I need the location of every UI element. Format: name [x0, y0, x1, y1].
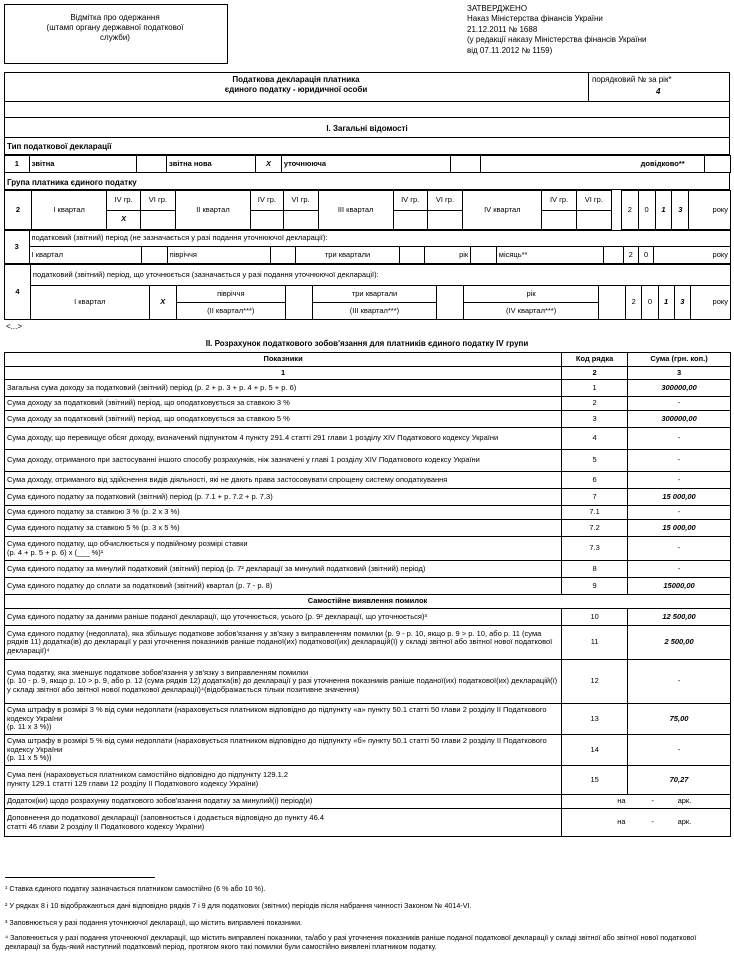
q4-label: IV квартал — [463, 191, 542, 230]
row4-q1-mark[interactable]: X — [149, 286, 176, 320]
row-sum[interactable]: - — [628, 561, 731, 578]
row-label: Сума доходу, що перевищує обсяг доходу, визначений підпунктом 4 пункту 291.4 статті 291 глави 1 розділу XIV Податкового кодексу України — [5, 428, 562, 450]
row4-pivr-box[interactable] — [285, 286, 312, 320]
table-row — [5, 766, 731, 795]
row-code: 7 — [562, 489, 628, 506]
approved-line3: (у редакції наказу Міністерства фінансів України — [467, 35, 647, 45]
row4-rik-box[interactable] — [599, 286, 626, 320]
q1-vi-box[interactable] — [140, 210, 175, 230]
row1-table — [4, 155, 731, 173]
row4-roku: року — [690, 286, 730, 320]
row4-pivr2: (ІІ квартал***) — [176, 303, 285, 320]
q4-iv-box[interactable] — [542, 210, 577, 230]
row-label: Сума єдиного податку за ставкою 5 % (р. 3 х 5 %) — [5, 520, 562, 537]
row4-tri-box[interactable] — [437, 286, 464, 320]
row4-num: 4 — [5, 265, 31, 320]
row-label: Сума єдиного податку (недоплата), яка збільшує податкове зобов'язання у зв'язку з виправленням помилки (р. 9 - р. 10, якщо р. 9 > р. 10, або р. 11 (сума рядків 11) додатка(ів) до декларації у разі уточнення показників раніше поданої(их) податкової(их) декларацій(ї) у складі звітної або звітної нової податкової декларації)⁴ — [5, 626, 562, 660]
table-row — [5, 472, 731, 489]
row-label: Сума єдиного податку до сплати за податковий (звітний) квартал (р. 7 - р. 8) — [5, 578, 562, 595]
row-code: 15 — [562, 766, 628, 795]
row4-tri2: (ІІІ квартал***) — [312, 303, 436, 320]
row-sum[interactable]: 15 000,00 — [628, 520, 731, 537]
table-row — [5, 380, 731, 397]
row-sum[interactable]: 2 500,00 — [628, 626, 731, 660]
table-row — [5, 660, 731, 704]
row-code: 3 — [562, 411, 628, 428]
footnote-3: ³ Заповнюється у разі подання уточнюючої декларації, що містить виправлені показники. — [5, 918, 303, 927]
decl-title: Податкова декларація платника єдиного податку - юридичної особи — [224, 75, 368, 95]
row-code: 5 — [562, 450, 628, 472]
row-code: 11 — [562, 626, 628, 660]
row-label: Сума доходу, отриманого при застосуванні іншого способу розрахунків, ніж зазначені у главі 1 розділу XIV Податкового кодексу України — [5, 450, 562, 472]
q1-vi: VI гр. — [140, 191, 175, 211]
footnote-2: ² У рядках 8 і 10 відображаються дані відповідно рядків 7 і 9 для податкових (звітних) періодів після набрання чинності Законом № 4014-VI. — [5, 901, 472, 910]
q2-iv: IV гр. — [251, 191, 284, 211]
q3-iv-box[interactable] — [393, 210, 427, 230]
col-header-indicators: Показники — [5, 353, 562, 367]
row4-table — [4, 264, 731, 320]
row-code: 1 — [562, 380, 628, 397]
q2-vi: VI гр. — [283, 191, 318, 211]
section1-title: І. Загальні відомості — [326, 124, 408, 133]
approved-line4: від 07.11.2012 № 1159) — [467, 45, 553, 55]
add1-value[interactable]: - — [651, 796, 654, 806]
type-label: Тип податкової декларації — [7, 142, 112, 151]
q1-iv: IV гр. — [107, 191, 141, 211]
row-label: Сума пені (нараховується платником самостійно відповідно до підпункту 129.1.2 пункту 129.1 статті 129 глави 12 розділу ІІ Податкового кодексу України) — [5, 766, 562, 795]
calc-table — [4, 352, 731, 837]
row-label: Сума доходу, отриманого від здійснення видів діяльності, які не дають права застосовувати спрощену систему оподаткування — [5, 472, 562, 489]
row4-year-1[interactable]: 2 — [626, 286, 642, 320]
table-row — [5, 704, 731, 735]
utoch-box[interactable] — [451, 156, 481, 173]
row3-tri: три квартали — [296, 247, 399, 264]
q3-iv: IV гр. — [393, 191, 427, 211]
section2-title: ІІ. Розрахунок податкового зобов'язання для платників єдиного податку IV групи — [205, 339, 529, 348]
row-code: 10 — [562, 609, 628, 626]
utoch-label: уточнююча — [281, 156, 450, 173]
row-label: Сума штрафу в розмірі 5 % від суми недоплати (нараховується платником відповідно до підпункту «б» пункту 50.1 статті 50 глави 2 розділу ІІ Податкового кодексу України (р. 11 х 5 %)) — [5, 735, 562, 766]
row-sum[interactable]: - — [628, 735, 731, 766]
row-label: Сума єдиного податку за минулий податковий (звітний) період (р. 7² декларації за минулий податковий (звітний) період) — [5, 561, 562, 578]
row-sum[interactable]: - — [628, 537, 731, 561]
row3-q1-box[interactable] — [142, 247, 168, 264]
q4-vi-box[interactable] — [576, 210, 611, 230]
table-row — [5, 428, 731, 450]
row-label: Сума єдиного податку за ставкою 3 % (р. 2 х 3 %) — [5, 506, 562, 520]
row3-rik-box[interactable] — [471, 247, 497, 264]
approved-title: ЗАТВЕРДЖЕНО — [467, 4, 528, 13]
approved-line2: 21.12.2011 № 1688 — [467, 24, 538, 34]
stamp-text: Відмітка про одержання (штамп органу державної податкової служби) — [46, 13, 184, 42]
year-digit-1[interactable]: 2 — [621, 191, 638, 230]
row-code: 7.1 — [562, 506, 628, 520]
row-code: 8 — [562, 561, 628, 578]
add1-label: Додаток(ки) щодо розрахунку податкового зобов'язання податку за минулий(і) період(и) — [5, 795, 562, 809]
row2-num: 2 — [5, 191, 32, 230]
row4-pivr: півріччя — [176, 286, 285, 303]
row3-rik: рік — [425, 247, 471, 264]
row-code: 14 — [562, 735, 628, 766]
footnote-1: ¹ Ставка єдиного податку зазначається платником самостійно (6 % або 10 %). — [5, 884, 266, 893]
row-label: Сума єдиного податку, що обчислюється у подвійному розмірі ставки (р. 4 + р. 5 + р. 6) х (___ %)¹ — [5, 537, 562, 561]
row3-text: податковий (звітний) період (не зазначається у разі подання уточнюючої декларації): — [29, 231, 730, 247]
row4-year-2[interactable]: 0 — [642, 286, 658, 320]
order-label: порядковий № за рік* — [592, 75, 672, 84]
dovidkovo-box[interactable] — [705, 156, 731, 173]
add2-value[interactable]: - — [651, 817, 654, 827]
zvitna-nova-label: звітна нова — [167, 156, 256, 173]
add2-ark: арк. — [677, 817, 692, 827]
row-sum[interactable]: 75,00 — [628, 704, 731, 735]
row-code: 9 — [562, 578, 628, 595]
table-row — [5, 578, 731, 595]
row-sum[interactable]: 300000,00 — [628, 411, 731, 428]
row3-q1: І квартал — [29, 247, 141, 264]
row-label: Сума штрафу в розмірі 3 % від суми недоплати (нараховується платником відповідно до підпункту «а» пункту 50.1 статті 50 глави 2 розділу ІІ Податкового кодексу України (р. 11 х 3 %)) — [5, 704, 562, 735]
col-num-1: 1 — [5, 367, 562, 380]
table-row — [5, 411, 731, 428]
approved-line1: Наказ Міністерства фінансів України — [467, 14, 603, 24]
zvitna-label: звітна — [29, 156, 137, 173]
row3-tri-box[interactable] — [399, 247, 425, 264]
row-sum[interactable]: 70,27 — [628, 766, 731, 795]
table-row — [5, 397, 731, 411]
q2-iv-box[interactable] — [251, 210, 284, 230]
row-sum[interactable]: 15000,00 — [628, 578, 731, 595]
row-sum[interactable]: - — [628, 660, 731, 704]
row4-rik2: (IV квартал***) — [464, 303, 599, 320]
table-row — [5, 537, 731, 561]
row-label: Сума єдиного податку за податковий (звітний) період (р. 7.1 + р. 7.2 + р. 7.3) — [5, 489, 562, 506]
row-sum[interactable]: - — [628, 450, 731, 472]
q1-iv-mark[interactable]: X — [107, 210, 141, 230]
row-sum[interactable]: - — [628, 397, 731, 411]
row-code: 7.3 — [562, 537, 628, 561]
row-sum[interactable]: 12 500,00 — [628, 609, 731, 626]
year-digit-4[interactable]: 3 — [672, 191, 689, 230]
approved-block — [467, 4, 646, 56]
q2-vi-box[interactable] — [283, 210, 318, 230]
table-row — [5, 506, 731, 520]
row3-misyac-box[interactable] — [604, 247, 623, 264]
row-sum[interactable]: 300000,00 — [628, 380, 731, 397]
row1-num: 1 — [5, 156, 30, 173]
row-code: 4 — [562, 428, 628, 450]
zvitna-nova-mark[interactable]: X — [256, 156, 282, 173]
row3-misyac: місяць** — [496, 247, 603, 264]
q2-label: ІІ квартал — [175, 191, 250, 230]
row3-year-1[interactable]: 2 — [623, 247, 638, 264]
row-code: 13 — [562, 704, 628, 735]
table-row — [5, 609, 731, 626]
table-row — [5, 561, 731, 578]
add1-ark: арк. — [677, 796, 692, 806]
row3-pivr: півріччя — [167, 247, 270, 264]
row-label: Сума податку, яка зменшує податкове зобов'язання у зв'язку з виправленням помилки (р. 10 - р. 9, якщо р. 10 > р. 9, або р. 12 (сума рядків 12) додатка(ів) до декларації у разі уточнення показників раніше поданої(их) податкової(их) декларацій(ї) у складі звітної або звітної нової податкової декларації)⁴(відображається тільки позитивне значення) — [5, 660, 562, 704]
add2-label: Доповнення до податкової декларації (заповнюється і додається відповідно до пункту 46.4 статті 46 глави 2 розділу ІІ Податкового кодексу України) — [5, 809, 562, 837]
row4-year-3[interactable]: 1 — [658, 286, 674, 320]
zvitna-box[interactable] — [137, 156, 167, 173]
q3-label: ІІІ квартал — [318, 191, 393, 230]
year-digit-3[interactable]: 1 — [655, 191, 672, 230]
add1-na: на — [562, 795, 628, 809]
row3-roku: року — [654, 247, 731, 264]
row3-table — [4, 230, 731, 264]
row-label: Загальна сума доходу за податковий (звітний) період (р. 2 + р. 3 + р. 4 + р. 5 + р. 6) — [5, 380, 562, 397]
footnote-4: ⁴ Заповнюється у разі подання уточнюючої декларації, що містить виправлені показники, та/або у разі уточнення показників раніше поданої податкової декларації у складі звітної або звітної нової податкової декларації за будь-який наступний податковий період, протягом якого такі помилки були самостійно виявлені платником податку. — [5, 933, 697, 951]
row4-year-4[interactable]: 3 — [674, 286, 690, 320]
row-label: Сума доходу за податковий (звітний) період, що оподатковується за ставкою 3 % — [5, 397, 562, 411]
ellipsis: <...> — [6, 322, 23, 331]
row4-text: податковий (звітний) період, що уточнюється (зазначається у разі подання уточнюючої декларації): — [30, 265, 730, 286]
table-row — [5, 450, 731, 472]
row-label: Сума доходу за податковий (звітний) період, що оподатковується за ставкою 5 % — [5, 411, 562, 428]
table-row — [5, 626, 731, 660]
q3-vi: VI гр. — [427, 191, 463, 211]
row4-tri: три квартали — [312, 286, 436, 303]
col-header-sum: Сума (грн. коп.) — [628, 353, 731, 367]
group-label: Група платника єдиного податку — [7, 178, 137, 187]
col-num-3: 3 — [628, 367, 731, 380]
row4-rik: рік — [464, 286, 599, 303]
order-value: 4 — [656, 87, 661, 96]
q3-vi-box[interactable] — [427, 210, 463, 230]
row-code: 6 — [562, 472, 628, 489]
q4-vi: VI гр. — [576, 191, 611, 211]
q4-iv: IV гр. — [542, 191, 577, 211]
table-row — [5, 489, 731, 506]
row-sum[interactable]: - — [628, 506, 731, 520]
year-digit-2[interactable]: 0 — [638, 191, 655, 230]
row-sum[interactable]: - — [628, 472, 731, 489]
row-sum[interactable]: - — [628, 428, 731, 450]
year-label: року — [689, 191, 731, 230]
row-code: 2 — [562, 397, 628, 411]
col-num-2: 2 — [562, 367, 628, 380]
row3-num: 3 — [5, 231, 30, 264]
row2-table — [4, 190, 731, 230]
col-header-code: Код рядка — [562, 353, 628, 367]
table-row — [5, 520, 731, 537]
row-sum[interactable]: 15 000,00 — [628, 489, 731, 506]
add2-na: на — [562, 809, 628, 837]
row3-pivr-box[interactable] — [270, 247, 296, 264]
row3-year-2[interactable]: 0 — [638, 247, 653, 264]
dovidkovo-label: довідково** — [639, 156, 705, 173]
row-code: 7.2 — [562, 520, 628, 537]
q1-label: І квартал — [31, 191, 106, 230]
self-detection-title: Самостійне виявлення помилок — [5, 595, 731, 609]
row-code: 12 — [562, 660, 628, 704]
row-label: Сума єдиного податку за даними раніше поданої декларації, що уточнюється, усього (р. 9² декларації, що уточнюється)³ — [5, 609, 562, 626]
table-row — [5, 735, 731, 766]
row4-q1: І квартал — [30, 286, 149, 320]
